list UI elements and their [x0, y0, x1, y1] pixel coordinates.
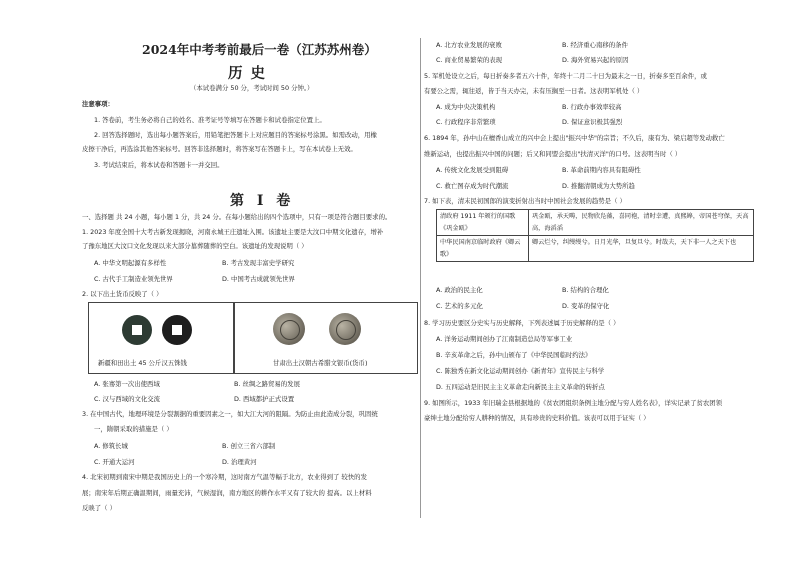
question-6-option: C. 救亡图存成为时代潮流 — [436, 182, 509, 190]
anthem-table — [436, 209, 754, 262]
question-8-option: C. 陈独秀在新文化运动期间创办《新青年》宣传民主与科学 — [436, 367, 605, 375]
question-5-option: C. 行政程序非常繁琐 — [436, 118, 496, 126]
question-9-stem: 9. 如图所示，1933 年旧瑞金县根据地的《贫农团组织条例主地分配与穷人姓名表》，详实记录了贫农团领 — [424, 399, 723, 407]
greek-coin-image — [329, 313, 361, 345]
question-4-option: B. 经济重心南移的条件 — [562, 41, 628, 49]
question-7-option: D. 变革的保守化 — [562, 302, 610, 310]
question-2-option: D. 西域都护正式设置 — [234, 395, 295, 403]
question-1-stem: 1. 2023 年度全国十大考古新发现揭晓，河南永城王庄遗址入围。该遗址主要是大汶口中期文化遗存，增补 — [82, 228, 384, 236]
coin-image-right — [234, 302, 418, 374]
question-7-option: C. 艺术的多元化 — [436, 302, 483, 310]
question-3-stem: 3. 在中国古代，地理环境是分裂割据的重要因素之一，如大江大河的阻隔。为防止由此造成分裂，巩固统 — [82, 410, 378, 418]
question-5-option: A. 成为中央决策机构 — [436, 103, 496, 111]
question-8-stem: 8. 学习历史要区分史实与历史解释，下列表述属于历史解释的是（ ） — [424, 319, 620, 327]
question-7-option: B. 结构的合理化 — [562, 286, 609, 294]
question-8-option: D. 五四运动是旧民主主义革命走向新民主主义革命的转折点 — [436, 383, 605, 391]
question-3-option: B. 创立三省六部制 — [222, 442, 276, 450]
question-7-stem: 7. 如下表，清末民初国郎的演变折射出当时中国社会发展的趋势是（ ） — [424, 197, 626, 205]
section-title: 第 I 卷 — [230, 193, 295, 209]
table-cell: 巩金瓯，承天畴，民物欣凫藻，喜同袍，清时幸遭，真熙皞，帝国苍穹保，天高高，海滔滔 — [529, 210, 754, 236]
question-7-option: A. 政治的民主化 — [436, 286, 483, 294]
question-3-option: D. 治理黄河 — [222, 458, 257, 466]
question-5-option: D. 保证意识极其强烈 — [562, 118, 623, 126]
question-3-option: A. 修筑长城 — [94, 442, 128, 450]
notice-item: 2. 回答选择题时，选出每小题答案后，用铅笔把答题卡上对应题目的答案标号涂黑。如需改动，用橡 — [94, 131, 377, 139]
section-intro: 一、选择题 共 24 小题，每小题 1 分，共 24 分。在每小题给出的四个选项中，只有一项是符合题目要求的。 — [82, 213, 392, 221]
question-8-option: A. 洋务运动期间创办了江南制造总局等军事工业 — [436, 335, 573, 343]
question-4-option: C. 商业贸易繁荣的表现 — [436, 56, 503, 64]
question-1-option: B. 考古发现丰富史学研究 — [222, 259, 295, 267]
question-5-stem: 有要公之需，辄往返，皆于当天办完，未有压搁至一日者。这表明军机处（ ） — [424, 87, 644, 95]
table-row — [437, 210, 754, 236]
coin-caption-left: 新疆和田出土 45 公斤汉五铢钱 — [98, 359, 187, 367]
column-divider — [420, 38, 421, 518]
question-4-stem: 4. 北宋初期到南宋中期是我国历史上的一个寒冷期，这时南方气温等幅于北方，农业得到了 较快的发 — [82, 473, 367, 481]
question-6-option: D. 推翻清朝成为大势所趋 — [562, 182, 635, 190]
exam-title: 2024年中考考前最后一卷（江苏苏州卷） — [142, 42, 377, 57]
question-1-option: C. 古代手工制造业领先世界 — [94, 275, 173, 283]
question-2-option: A. 张骞第一次出使西域 — [94, 380, 160, 388]
coin-caption-right: 甘肃出土汉朝古希腊文银币(货币) — [273, 359, 368, 367]
question-5-stem: 5. 军机处设立之后，每日折奏多者五六十件，年终十二月二十日为最末之一日，折奏多至百余件，或 — [424, 72, 707, 80]
question-2-stem: 2. 以下出土货币反映了（ ） — [82, 290, 163, 298]
question-1-option: D. 中国考古成就领先世界 — [222, 275, 295, 283]
table-cell: 卿云烂兮，纠缦缦兮。日月光华，旦复旦兮。时哉夫，天下非一人之天下也 — [529, 236, 754, 262]
wuzhu-coin-image — [122, 315, 152, 345]
table-cell: 清政府 1911 年颁行的国歌《巩金瓯》 — [437, 210, 529, 236]
greek-coin-image — [273, 313, 305, 345]
table-row — [437, 236, 754, 262]
question-2-option: C. 汉与西域的文化交流 — [94, 395, 161, 403]
question-9-stem: 豪绅土地分配给穷人耕种的情况，具有珍贵的史料价值。该表可以用于证实（ ） — [424, 414, 650, 422]
coin-image-left — [88, 302, 234, 374]
notice-item: 1. 答卷前，考生务必将自己的姓名、准考证号等填写在答题卡和试卷指定位置上。 — [94, 116, 326, 124]
question-1-option: A. 中华文明起源有多样性 — [94, 259, 167, 267]
question-6-stem: 6. 1894 年，孙中山在檀香山成立的兴中会上提出"振兴中华"的宗旨；不久后，康有为、梁启超等发动救亡 — [424, 134, 725, 142]
question-6-option: B. 革命前期内容具有阻碍性 — [562, 166, 641, 174]
notice-item: 3. 考试结束后，将本试卷和答题卡一并交回。 — [94, 161, 224, 169]
exam-note: （本试卷满分 50 分，考试时间 50 分钟。） — [190, 84, 314, 92]
question-6-stem: 维新运动，也提出振兴中国的问题；后又和同盟会提出"扶清灭洋"的口号。这表明当时（ ） — [424, 150, 682, 158]
question-4-stem: 反映了（ ） — [82, 504, 116, 512]
question-4-stem: 展；南宋年后期正确温期间，雨量充沛，气候湿润，南方地区的耕作水平又有了较大的 提高。以上材料 — [82, 489, 372, 497]
question-1-stem: 了豫东地区大汶口文化发现以来大部分墓葬随葬的空白。该遗址的发现说明（ ） — [82, 242, 308, 250]
question-8-option: B. 辛亥革命之后，孙中山颁布了《中华民国临时约法》 — [436, 351, 592, 359]
question-5-option: B. 行政办事效率较高 — [562, 103, 622, 111]
notice-heading: 注意事项： — [82, 100, 114, 108]
question-3-option: C. 开通大运河 — [94, 458, 135, 466]
question-6-option: A. 传统文化发展受到阻碍 — [436, 166, 509, 174]
question-4-option: A. 北方农业发展的衰败 — [436, 41, 502, 49]
question-3-stem: 一，隋朝采取的措施是（ ） — [94, 425, 173, 433]
notice-item: 皮擦干净后，再选涂其他答案标号。回答非选择题时，将答案写在答题卡上，写在本试卷上无效。 — [82, 145, 357, 153]
subject-title: 历史 — [228, 65, 273, 82]
question-2-option: B. 丝绸之路贸易的发展 — [234, 380, 300, 388]
table-cell: 中华民国南京临时政府《卿云歌》 — [437, 236, 529, 262]
wuzhu-coin-image — [162, 315, 192, 345]
question-4-option: D. 海外贸易兴起的原因 — [562, 56, 629, 64]
